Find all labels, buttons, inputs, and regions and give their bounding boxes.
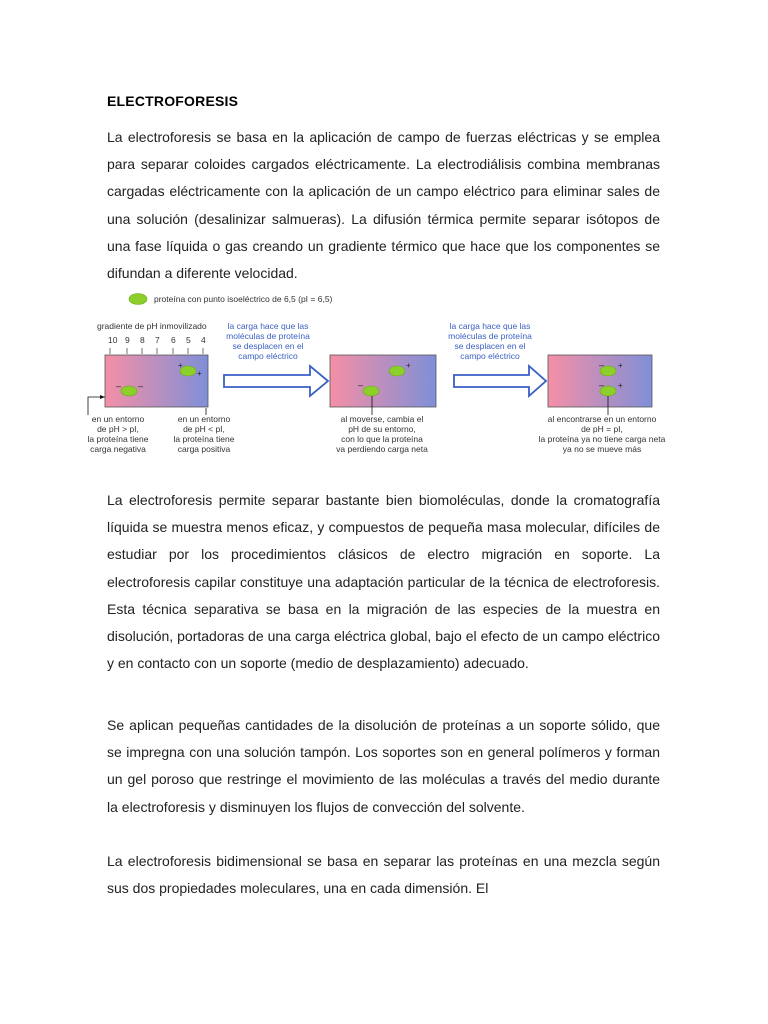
caption-line: de pH < pI, bbox=[183, 424, 225, 434]
ph-tick-4: 4 bbox=[201, 335, 206, 345]
legend-text: proteína con punto isoeléctrico de 6,5 (pI = 6,5) bbox=[154, 294, 333, 304]
arrow-1-line: campo eléctrico bbox=[238, 351, 298, 361]
arrow-1-line: moléculas de proteína bbox=[226, 331, 310, 341]
figure-svg bbox=[72, 288, 692, 468]
protein-blob-icon bbox=[363, 386, 379, 396]
svg-text:+: + bbox=[618, 381, 623, 390]
arrow-1-line: se desplacen en el bbox=[232, 341, 304, 351]
arrow-2-line: se desplacen en el bbox=[454, 341, 526, 351]
legend-protein-icon bbox=[129, 294, 147, 305]
svg-text:–: – bbox=[138, 381, 144, 391]
caption-line: la proteína tiene bbox=[87, 434, 149, 444]
outline-arrow-icon bbox=[224, 366, 328, 396]
svg-text:+: + bbox=[618, 361, 623, 370]
arrow-2-line: moléculas de proteína bbox=[448, 331, 532, 341]
protein-blob-icon bbox=[389, 366, 405, 376]
svg-text:+: + bbox=[178, 361, 183, 370]
paragraph-bidimensional: La electroforesis bidimensional se basa en separar las proteínas en una mezcla según sus dos propiedades moleculares, una en cada dimensión. El bbox=[107, 853, 660, 897]
ph-tick-labels bbox=[108, 335, 206, 345]
caption-line: en un entorno bbox=[177, 414, 231, 424]
document-title: ELECTROFORESIS bbox=[107, 93, 239, 109]
svg-text:+: + bbox=[406, 361, 411, 370]
caption-line: de pH > pI, bbox=[97, 424, 139, 434]
arrow-2-line: la carga hace que las bbox=[449, 321, 531, 331]
caption-mid bbox=[336, 414, 428, 454]
caption-left-b bbox=[174, 414, 235, 454]
ph-tick-marks bbox=[110, 348, 203, 354]
caption-line: de pH = pI, bbox=[581, 424, 623, 434]
caption-line: la proteína ya no tiene carga neta bbox=[538, 434, 666, 444]
arrow-2-line: campo eléctrico bbox=[460, 351, 520, 361]
caption-line: al encontrarse en un entorno bbox=[547, 414, 657, 424]
caption-line: carga negativa bbox=[90, 444, 146, 454]
svg-text:–: – bbox=[116, 381, 122, 391]
caption-line: pH de su entorno, bbox=[348, 424, 416, 434]
ph-tick-9: 9 bbox=[125, 335, 130, 345]
caption-right bbox=[539, 414, 666, 454]
outline-arrow-icon bbox=[454, 366, 546, 396]
caption-line: al moverse, cambia el bbox=[340, 414, 424, 424]
caption-left-a bbox=[88, 414, 149, 454]
caption-line: en un entorno bbox=[91, 414, 145, 424]
ph-tick-6: 6 bbox=[171, 335, 176, 345]
caption-line: con lo que la proteína bbox=[341, 434, 423, 444]
paragraph-intro: La electroforesis se basa en la aplicación de campo de fuerzas eléctricas y se emplea para separar coloides cargados eléctricamente. La electrodiálisis combina membranas cargadas eléctricamente con la aplicación de un campo eléctrico para eliminar sales de una solución (desalinizar salmueras). La difusión térmica permite separar isótopos de una fase líquida o gas creando un gradiente térmico que hace que los componentes se difundan a diferente velocidad. bbox=[107, 129, 660, 282]
caption-line: va perdiendo carga neta bbox=[336, 444, 428, 454]
caption-line: la proteína tiene bbox=[173, 434, 235, 444]
ph-tick-8: 8 bbox=[140, 335, 145, 345]
gradient-label: gradiente de pH inmovilizado bbox=[97, 321, 207, 331]
electrophoresis-figure bbox=[72, 288, 692, 468]
svg-text:–: – bbox=[599, 360, 605, 370]
ph-tick-7: 7 bbox=[155, 335, 160, 345]
arrow-1-text bbox=[226, 321, 310, 361]
svg-text:+: + bbox=[197, 369, 202, 378]
caption-line: ya no se mueve más bbox=[562, 444, 642, 454]
paragraph-biomolecules: La electroforesis permite separar bastante bien biomoléculas, donde la cromatografía líquida se muestra menos eficaz, y compuestos de pequeña masa molecular, difíciles de estudiar por los procedimientos clásicos de electro migración en soporte. La electroforesis capilar constituye una adaptación particular de la técnica de electroforesis. Esta técnica separativa se basa en la migración de las especies de la muestra en disolución, portadoras de una carga eléctrica global, bajo el efecto de un campo eléctrico y en contacto con un soporte (medio de desplazamiento) adecuado. bbox=[107, 492, 660, 672]
gel-panel-2 bbox=[330, 355, 436, 407]
arrow-2-text bbox=[448, 321, 532, 361]
caption-line: carga positiva bbox=[177, 444, 231, 454]
protein-blob-icon bbox=[121, 386, 137, 396]
paragraph-supports: Se aplican pequeñas cantidades de la disolución de proteínas a un soporte sólido, que se impregna con una solución tampón. Los soportes son en general polímeros y forman un gel poroso que restringe el movimiento de las moléculas a través del medio durante la electroforesis y disminuyen los flujos de convección del solvente. bbox=[107, 717, 660, 815]
svg-text:–: – bbox=[358, 380, 364, 390]
svg-text:–: – bbox=[599, 380, 605, 390]
ph-tick-10: 10 bbox=[108, 335, 118, 345]
arrow-1-line: la carga hace que las bbox=[227, 321, 309, 331]
ph-tick-5: 5 bbox=[186, 335, 191, 345]
